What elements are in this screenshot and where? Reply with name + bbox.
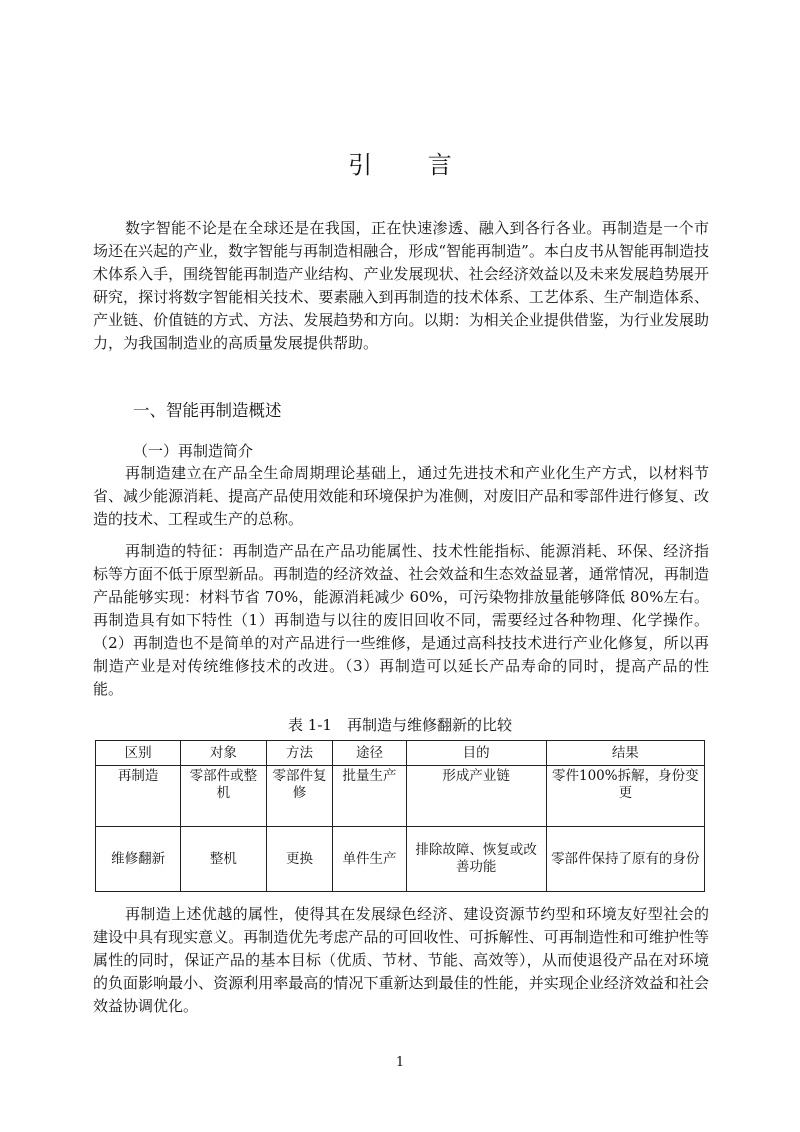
page-title: 引 言	[348, 151, 476, 179]
table-header-cell: 方法	[266, 741, 333, 766]
table-cell: 形成产业链	[406, 766, 546, 827]
section-heading: 一、智能再制造概述	[133, 401, 282, 420]
table-header-cell: 目的	[406, 741, 546, 766]
subsection-heading: （一）再制造简介	[133, 442, 254, 460]
body-paragraph-3: 再制造上述优越的属性，使得其在发展绿色经济、建设资源节约型和环境友好型社会的建设中具有现实意义。再制造优先考虑产品的可回收性、可拆解性、可再制造性和可维护性等属性的同时，保证产品的基本目标（优质、节材、节能、高效等），从而使退役产品在对环境的负面影响最小、资源利用率最高的情况下重新达到最佳的性能，并实现企业经济效益和社会效益协调优化。	[93, 905, 709, 1015]
table-cell: 再制造	[96, 766, 181, 827]
table-cell: 排除故障、恢复或改善功能	[406, 827, 546, 892]
table-cell: 维修翻新	[96, 827, 181, 892]
page-number: 1	[395, 1055, 405, 1070]
table-cell: 零部件复修	[266, 766, 333, 827]
table-caption: 表 1-1 再制造与维修翻新的比较	[288, 716, 512, 734]
intro-paragraph: 数字智能不论是在全球还是在我国，正在快速渗透、融入到各行各业。再制造是一个市场还在兴起的产业，数字智能与再制造相融合，形成“智能再制造”。本白皮书从智能再制造技术体系入手，围绕智能再制造产业结构、产业发展现状、社会经济效益以及未来发展趋势展开研究，探讨将数字智能相关技术、要素融入到再制造的技术体系、工艺体系、生产制造体系、产业链、价值链的方式、方法、发展趋势和方向。以期：为相关企业提供借鉴，为行业发展助力，为我国制造业的高质量发展提供帮助。	[93, 219, 709, 352]
table-cell: 零件100%拆解，身份变更	[546, 766, 704, 827]
comparison-table	[95, 740, 705, 892]
table-header-cell: 途径	[333, 741, 406, 766]
table-row	[96, 766, 705, 827]
table-cell: 更换	[266, 827, 333, 892]
table-header-cell: 对象	[181, 741, 266, 766]
table-cell: 单件生产	[333, 827, 406, 892]
body-paragraph-2: 再制造的特征：再制造产品在产品功能属性、技术性能指标、能源消耗、环保、经济指标等方面不低于原型新品。再制造的经济效益、社会效益和生态效益显著，通常情况，再制造产品能够实现：材料节省 70%，能源消耗减少 60%，可污染物排放量能够降低 80%左右。再制造具有如下特性（1）再制造与以往的废旧回收不同，需要经过各种物理、化学操作。（2）再制造也不是简单的对产品进行一些维修，是通过高科技技术进行产业化修复，所以再制造产业是对传统维修技术的改进。（3）再制造可以延长产品寿命的同时，提高产品的性能。	[93, 542, 709, 698]
table-header-cell: 结果	[546, 741, 704, 766]
table-header-row	[96, 741, 705, 766]
table-cell: 零部件或整机	[181, 766, 266, 827]
table-cell: 整机	[181, 827, 266, 892]
table-cell: 批量生产	[333, 766, 406, 827]
table-row	[96, 827, 705, 892]
table-cell: 零部件保持了原有的身份	[546, 827, 704, 892]
body-paragraph-1: 再制造建立在产品全生命周期理论基础上，通过先进技术和产业化生产方式，以材料节省、减少能源消耗、提高产品使用效能和环境保护为准侧，对废旧产品和零部件进行修复、改造的技术、工程或生产的总称。	[93, 464, 709, 528]
table-header-cell: 区别	[96, 741, 181, 766]
